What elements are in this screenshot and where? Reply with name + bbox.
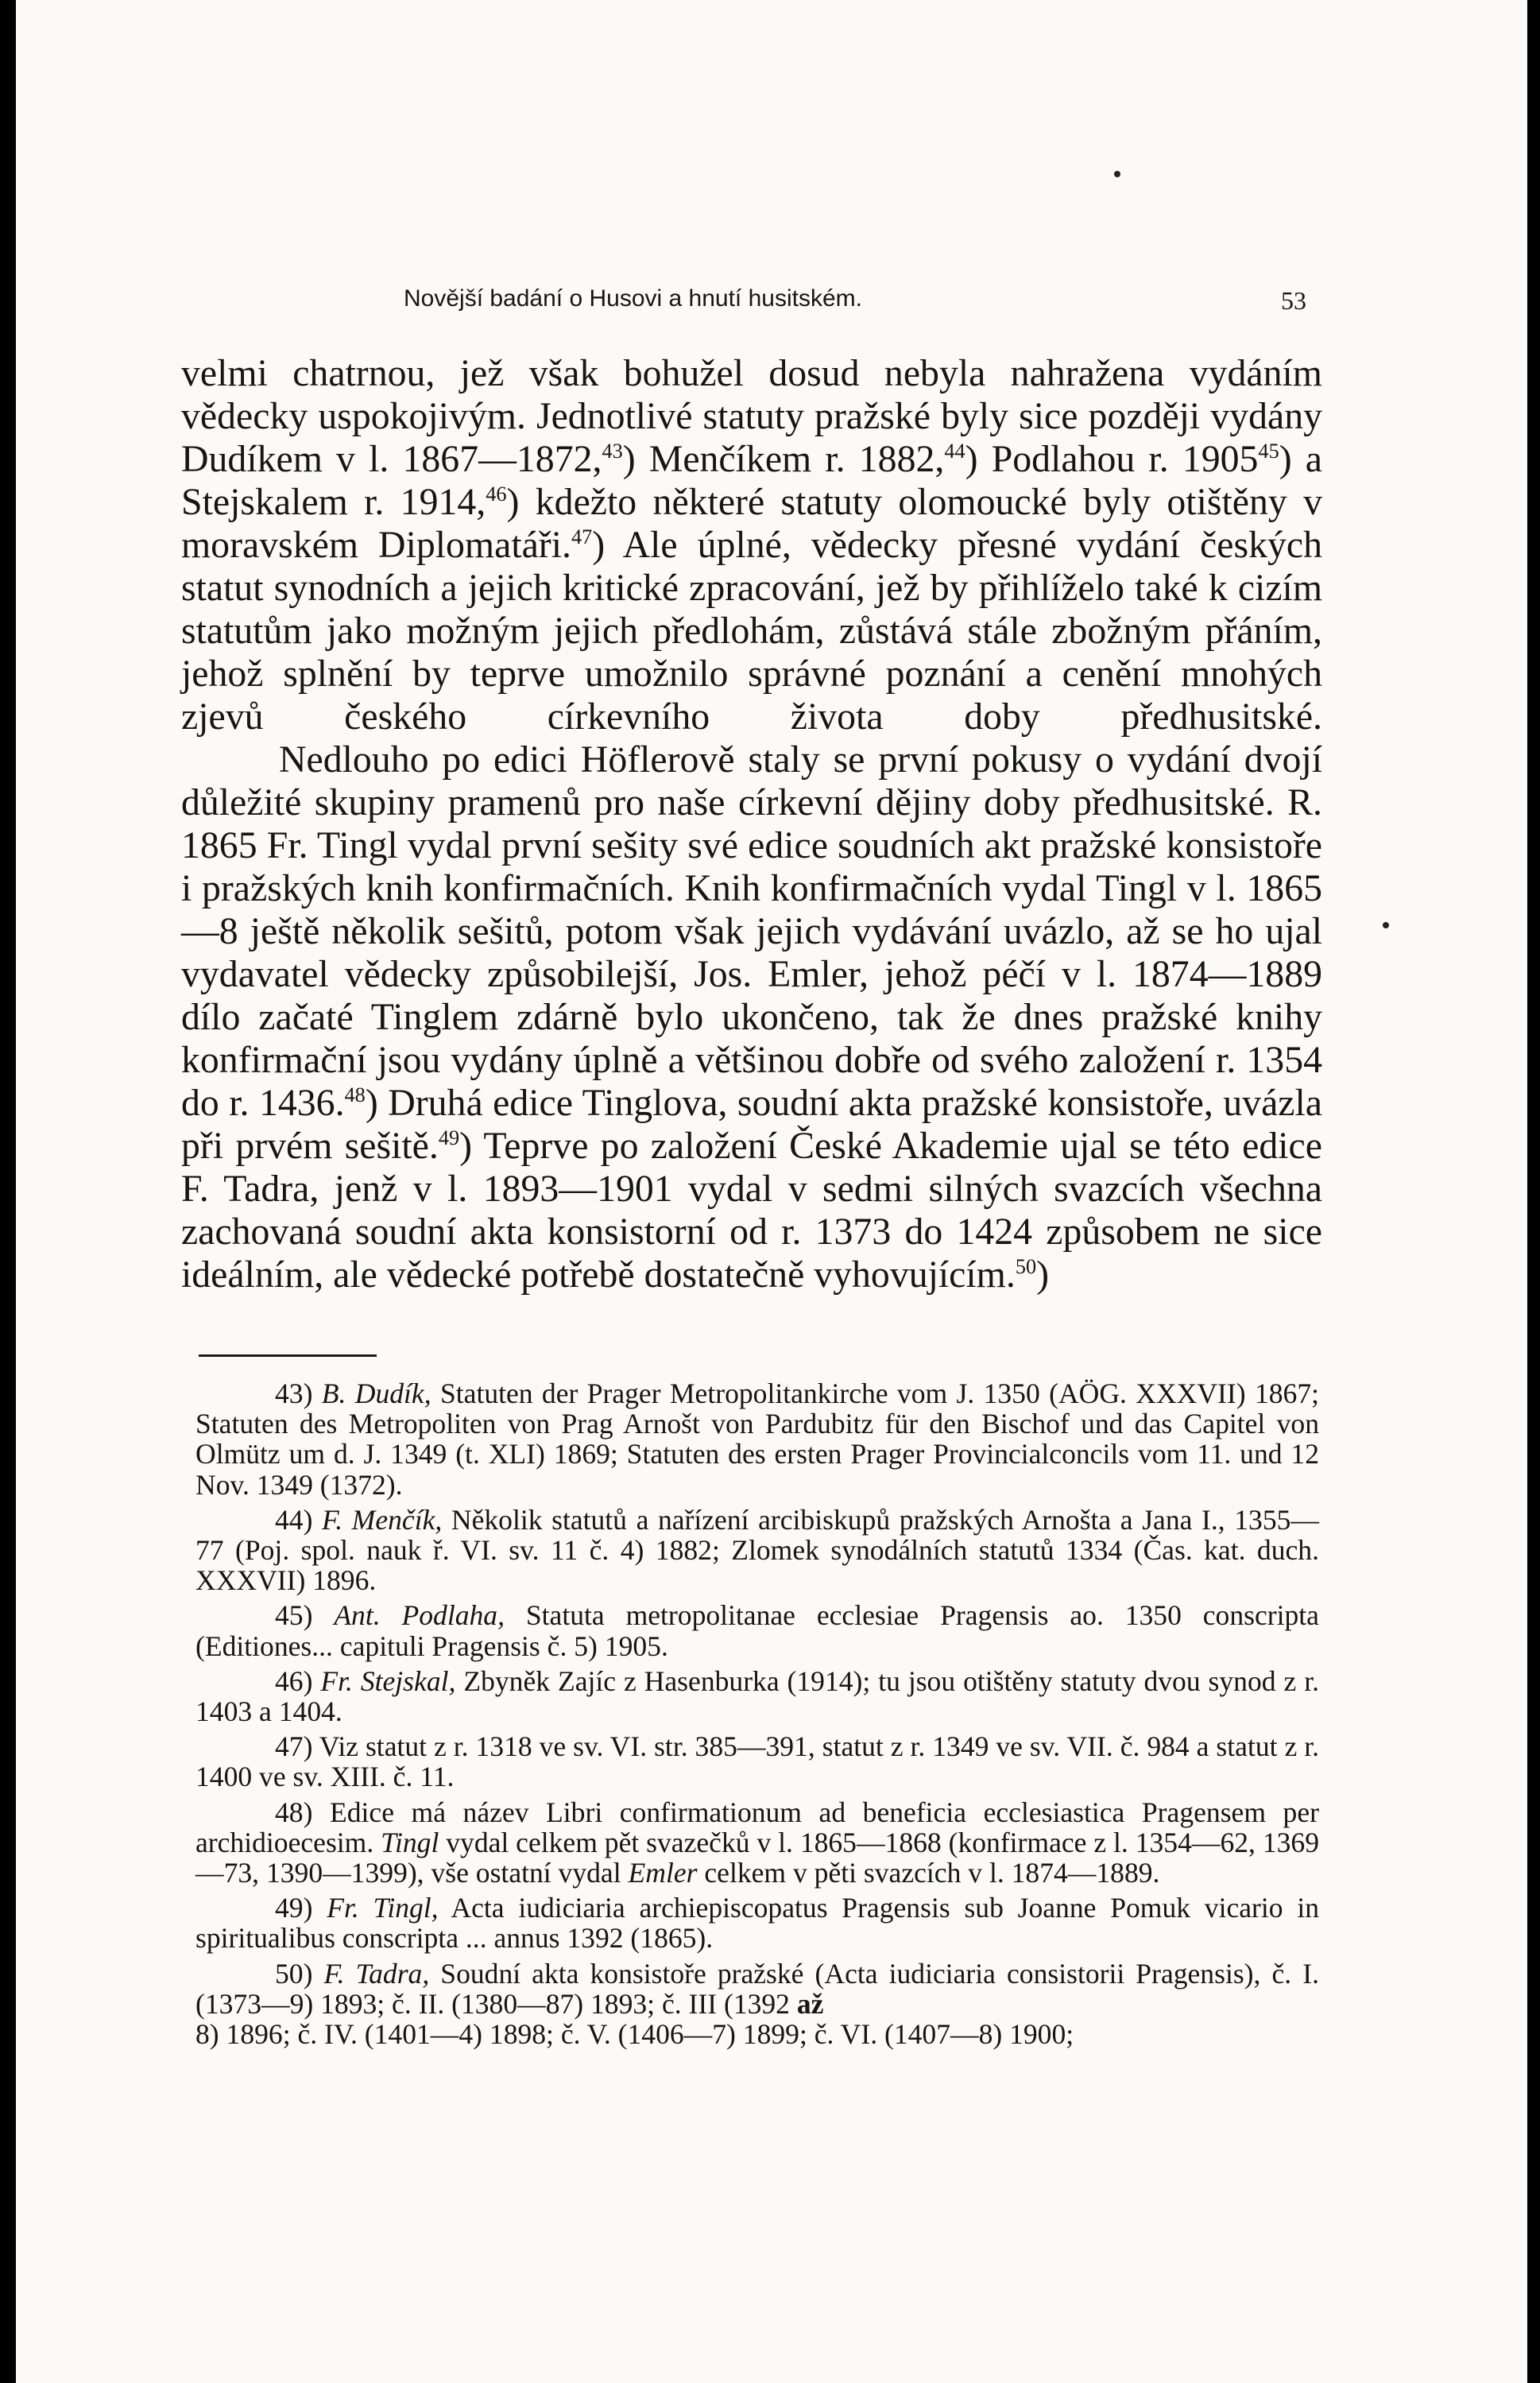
footnote-49 [195, 1893, 1319, 1953]
footnote-46 [195, 1666, 1319, 1726]
footnote-text: Zbyněk Zajíc z Hasenburka (1914); tu jsou otištěny statuty dvou synod z r. 1403 a 1404. [195, 1664, 1319, 1728]
running-title: Novější badání o Husovi a hnutí husitském. [404, 285, 862, 312]
footnote-text: Statuten der Prager Metropolitankirche vom J. 1350 (AÖG. XXXVII) 1867; Statuten des Metropoliten von Prag Arnošt von Pardubitz für den Bischof und das Capitel von Olmütz um d. J. 1349 (t. XLI) 1869; Statuten des ersten Prager Provincialconcils vom 11. und 12 Nov. 1349 (1372). [195, 1377, 1319, 1501]
text-run: ) a Stejskalem r. 1914, [181, 438, 1323, 523]
footnote-author: Emler [628, 1857, 698, 1889]
footnote-44 [195, 1505, 1319, 1596]
footnote-bold: až [796, 1987, 824, 2020]
text-run: Nedlouho po edici Höflerově staly se první pokusy o vydání dvojí důležité skupiny pramenů pro naše církevní dějiny doby předhusitské. R. 1865 Fr. Tingl vydal první sešity své edice soudních akt pražské konsistoře i pražských knih konfirmačních. Knih konfirmačních vydal Tingl v l. 1865—8 ještě několik sešitů, potom však jejich vydávání uvázlo, až se ho ujal vydavatel vědecky způsobilejší, Jos. Emler, jehož péčí v l. 1874—1889 dílo začaté Tinglem zdárně bylo ukončeno, tak že dnes pražské knihy konfirmační jsou vydány úplně a většinou dobře od svého založení r. 1354 do r. 1436. [181, 738, 1322, 1124]
page-number: 53 [1281, 286, 1306, 315]
footnote-author: B. Dudík, [321, 1377, 431, 1409]
footnote-number: 46) [275, 1664, 313, 1697]
text-run: ) Teprve po založení České Akademie ujal se této edice F. Tadra, jenž v l. 1893—1901 vydal v sedmi silných svazcích všechna zachovaná soudní akta konsistorní od r. 1373 do 1424 způsobem ne sice ideálním, ale vědecké potřebě dostatečně vyhovujícím. [181, 1125, 1322, 1296]
paragraph-2 [181, 738, 1322, 1296]
footnote-text: celkem v pěti svazcích v l. 1874—1889. [704, 1857, 1160, 1889]
footnote-ref: 47 [571, 525, 593, 549]
footnote-43 [195, 1378, 1319, 1500]
main-text [181, 352, 1322, 1296]
text-run: ) Druhá edice Tinglova, soudní akta pražské konsistoře, uvázla při prvém sešitě. [181, 1082, 1322, 1167]
footnote-divider [199, 1354, 377, 1357]
footnote-number: 47) [275, 1730, 313, 1763]
footnote-text: Viz statut z r. 1318 ve sv. VI. str. 385—391, statut z r. 1349 ve sv. VII. č. 984 a statut z r. 1400 ve sv. XIII. č. 11. [195, 1730, 1319, 1793]
footnote-number: 44) [275, 1503, 313, 1536]
footnote-ref: 45 [1258, 440, 1279, 463]
footnote-ref: 50 [1015, 1255, 1037, 1279]
speck-mark [1383, 922, 1389, 928]
footnote-text: Edice má název Libri confirmationum ad beneficia ecclesiastica Pragensem per archidioecesim. [195, 1796, 1319, 1858]
footnote-author: F. Tadra, [323, 1957, 430, 1990]
footnote-ref: 49 [438, 1126, 460, 1150]
footnote-text: 8) 1896; č. IV. (1401—4) 1898; č. V. (1406—7) 1899; č. VI. (1407—8) 1900; [195, 2018, 1074, 2051]
footnote-author: Tingl [381, 1826, 439, 1858]
footnotes [195, 1378, 1319, 2054]
footnote-text: Několik statutů a nařízení arcibiskupů pražských Arnošta a Jana I., 1355—77 (Poj. spol. nauk ř. VI. sv. 11 č. 4) 1882; Zlomek synodálních statutů 1334 (Čas. kat. duch. XXXVII) 1896. [195, 1503, 1319, 1597]
footnote-47 [195, 1731, 1319, 1792]
footnote-author: F. Menčík, [322, 1503, 443, 1536]
footnote-number: 49) [275, 1892, 313, 1924]
footnote-ref: 44 [944, 440, 965, 463]
text-run: ) Ale úplné, vědecky přesné vydání českých statut synodních a jejich kritické zpracování, jež by přihlíželo také k cizím statutům jako možným jejich předlohám, zůstává stále zbožným přáním, jehož splnění by teprve umožnilo správné poznání a cenění mnohých zjevů českého církevního života doby předhusitské. [181, 524, 1322, 738]
footnote-ref: 43 [602, 440, 623, 463]
running-header [388, 280, 1306, 318]
footnote-text: Acta iudiciaria archiepiscopatus Pragensis sub Joanne Pomuk vicario in spiritualibus conscripta ... annus 1392 (1865). [195, 1892, 1320, 1955]
footnote-50 [195, 1959, 1319, 2050]
text-run: ) Podlahou r. 1905 [965, 438, 1259, 480]
footnote-author: Fr. Stejskal, [320, 1664, 456, 1697]
text-run: velmi chatrnou, jež však bohužel dosud nebyla nahražena vydáním vědecky uspokojivým. Jednotlivé statuty pražské byly sice později vydány Dudíkem v l. 1867—1872, [181, 352, 1322, 480]
footnote-text: vydal celkem pět svazečků v l. 1865—1868 (konfirmace z l. 1354—62, 1369—73, 1390—1399), vše ostatní vydal [195, 1826, 1319, 1889]
footnote-ref: 46 [486, 482, 507, 506]
footnote-text: Statuta metropolitanae ecclesiae Pragensis ao. 1350 conscripta (Editiones... capituli Pragensis č. 5) 1905. [195, 1599, 1319, 1662]
footnote-number: 48) [275, 1796, 313, 1828]
footnote-ref: 48 [344, 1083, 366, 1107]
footnote-45 [195, 1600, 1319, 1660]
text-run: ) [1036, 1253, 1050, 1296]
footnote-author: Ant. Podlaha, [334, 1599, 505, 1632]
text-run: ) kdežto některé statuty olomoucké byly otištěny v moravském Diplomatáři. [181, 481, 1323, 566]
speck-mark [1114, 171, 1120, 177]
footnote-number: 45) [275, 1599, 313, 1632]
footnote-number: 43) [275, 1377, 313, 1409]
footnote-number: 50) [275, 1957, 313, 1990]
footnote-48 [195, 1797, 1319, 1889]
footnote-author: Fr. Tingl, [327, 1892, 439, 1924]
paragraph-1 [181, 352, 1322, 738]
scanned-page [16, 0, 1527, 2383]
footnote-text: Soudní akta konsistoře pražské (Acta iudiciaria consistorii Pragensis), č. I. (1373—9) 1893; č. II. (1380—87) 1893; č. III (1392 [195, 1957, 1319, 2020]
text-run: ) Menčíkem r. 1882, [622, 438, 945, 480]
